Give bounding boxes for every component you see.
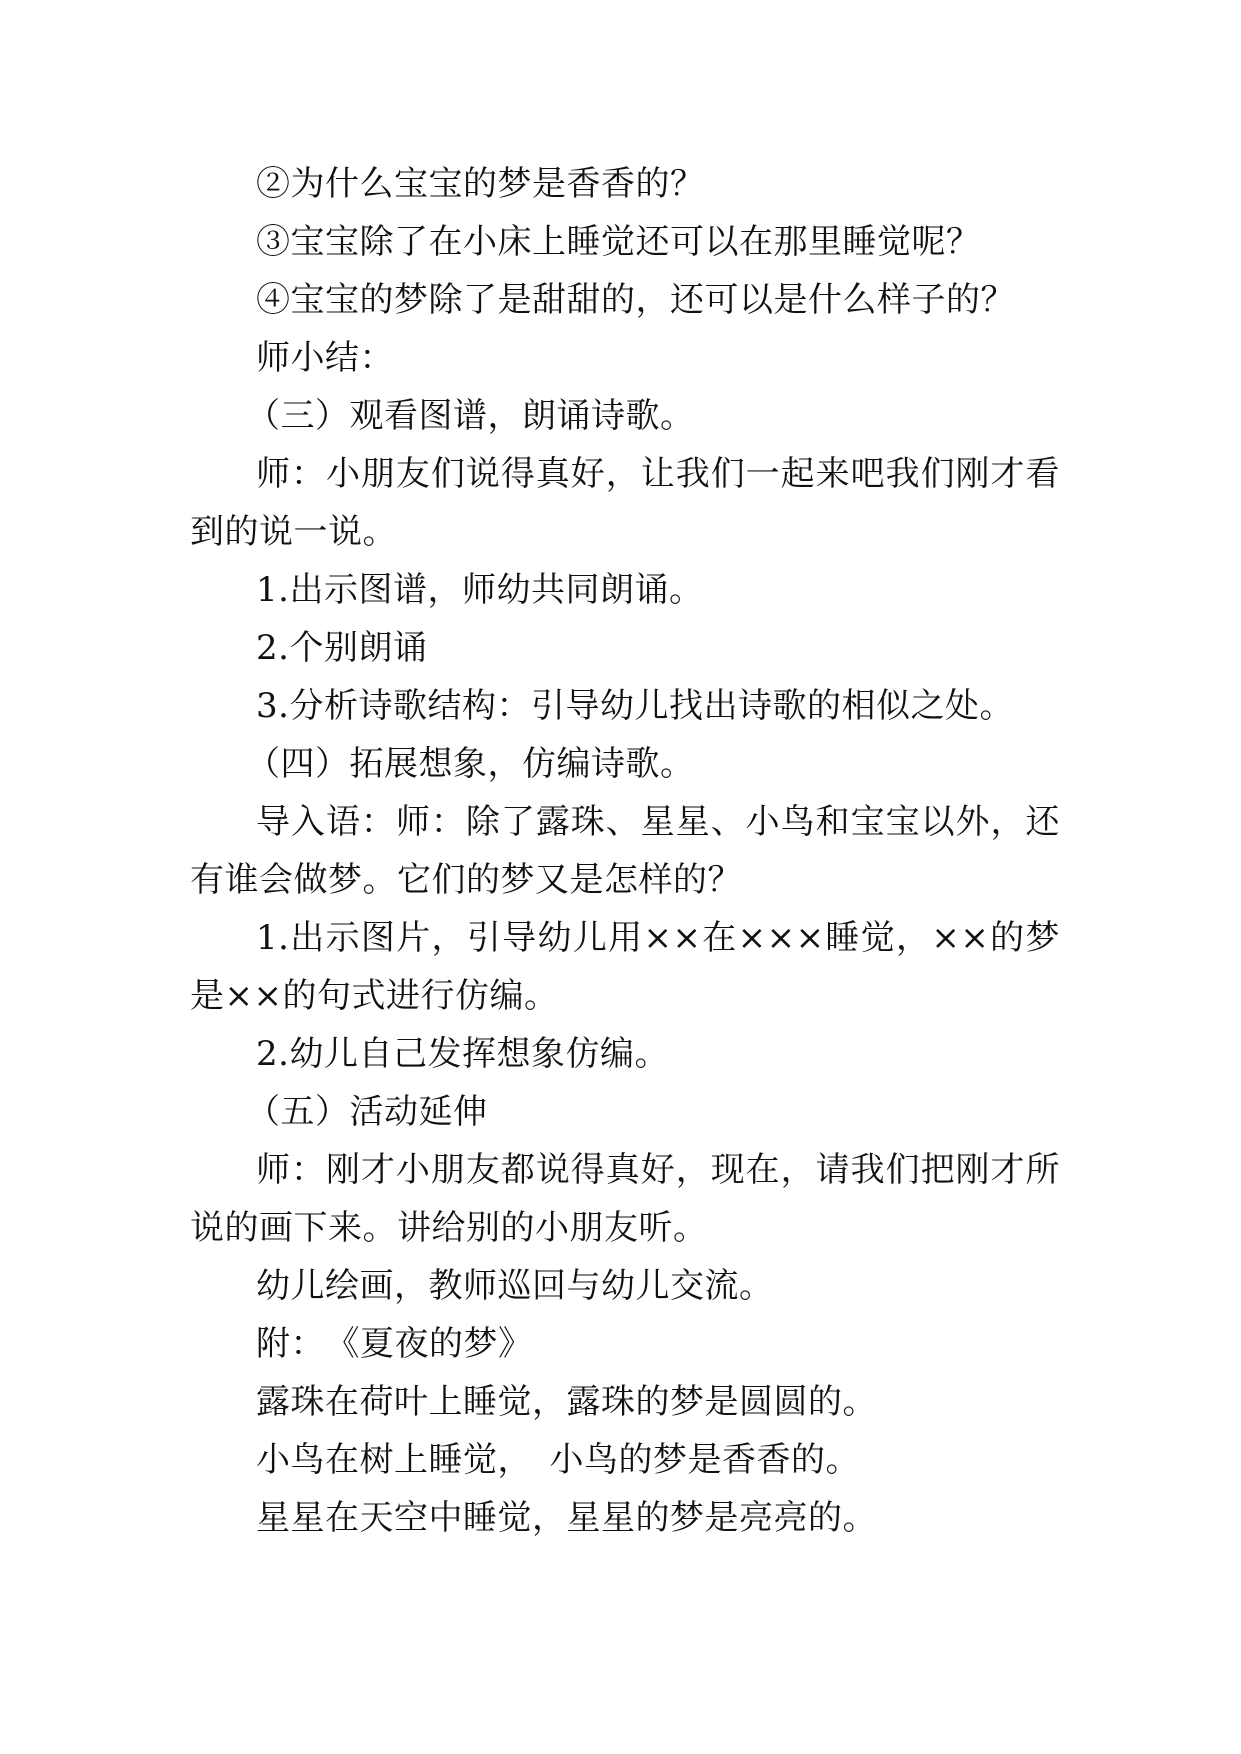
appendix-title: 附： 《夏夜的梦》 bbox=[256, 1324, 533, 1364]
list-item-3: 3.分析诗歌结构：引导幼儿找出诗歌的相似之处。 bbox=[256, 686, 1014, 726]
poem-line-1: 露珠在荷叶上睡觉，露珠的梦是圆圆的。 bbox=[256, 1382, 877, 1422]
section-heading-5: （五）活动延伸 bbox=[246, 1092, 488, 1132]
paragraph-question-2: ②为什么宝宝的梦是香香的？ bbox=[256, 164, 705, 204]
poem-line-3: 星星在天空中睡觉，星星的梦是亮亮的。 bbox=[256, 1498, 877, 1538]
paragraph-extension: 师：刚才小朋友都说得真好，现在，请我们把刚才所说的画下来。讲给别的小朋友听。 bbox=[190, 1150, 1060, 1248]
list-item-imitation-1: 1.出示图片，引导幼儿用××在×××睡觉，××的梦是××的句式进行仿编。 bbox=[190, 918, 1060, 1016]
paragraph-teacher-summary: 师小结： bbox=[256, 338, 394, 378]
document-body bbox=[190, 155, 1060, 1547]
section-heading-4: （四）拓展想象，仿编诗歌。 bbox=[246, 744, 695, 784]
list-item-1: 1.出示图谱，师幼共同朗诵。 bbox=[256, 570, 704, 610]
paragraph-teacher-prompt: 师：小朋友们说得真好，让我们一起来吧我们刚才看到的说一说。 bbox=[190, 454, 1060, 552]
poem-line-2: 小鸟在树上睡觉， 小鸟的梦是香香的。 bbox=[256, 1440, 860, 1480]
list-item-imitation-2: 2.幼儿自己发挥想象仿编。 bbox=[256, 1034, 669, 1074]
paragraph-question-3: ③宝宝除了在小床上睡觉还可以在那里睡觉呢？ bbox=[256, 222, 981, 262]
paragraph-drawing: 幼儿绘画，教师巡回与幼儿交流。 bbox=[256, 1266, 774, 1306]
list-item-2: 2.个别朗诵 bbox=[256, 628, 428, 668]
paragraph-question-4: ④宝宝的梦除了是甜甜的，还可以是什么样子的？ bbox=[256, 280, 1015, 320]
section-heading-3: （三）观看图谱，朗诵诗歌。 bbox=[246, 396, 695, 436]
paragraph-intro: 导入语：师：除了露珠、星星、小鸟和宝宝以外，还有谁会做梦。它们的梦又是怎样的？ bbox=[190, 802, 1060, 900]
